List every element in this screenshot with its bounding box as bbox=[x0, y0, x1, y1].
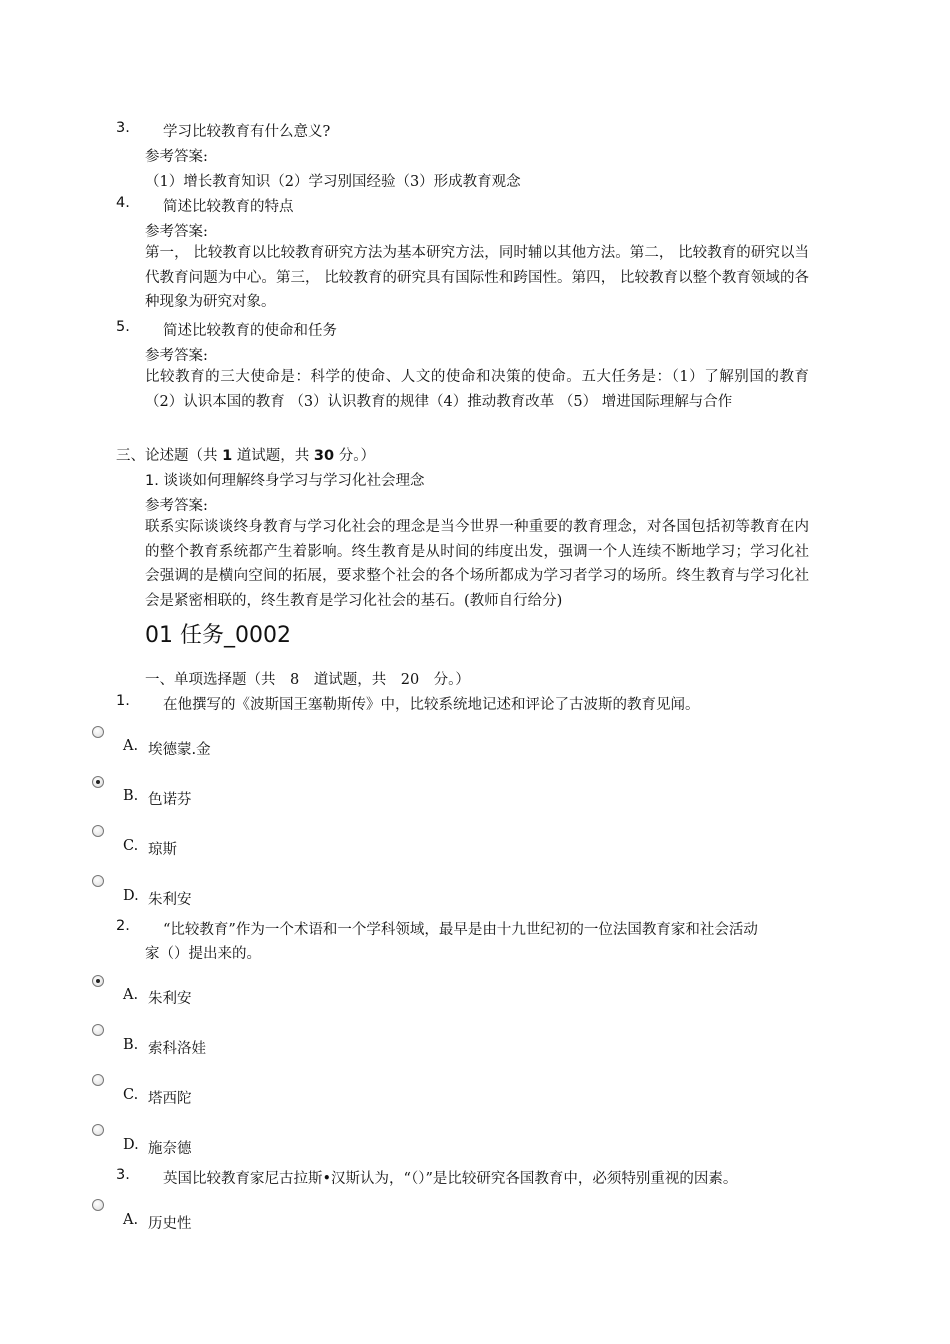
question-text-continued: 家（）提出来的。 bbox=[145, 946, 261, 962]
option-text: 朱利安 bbox=[148, 991, 192, 1007]
question-number: 3. bbox=[116, 1167, 130, 1183]
option-letter: D. bbox=[123, 1137, 139, 1153]
section-heading: 一、单项选择题（共 8 道试题，共 20 分。） bbox=[145, 672, 470, 688]
option-text: 埃德蒙.金 bbox=[148, 742, 211, 758]
option-letter: A. bbox=[123, 738, 139, 754]
radio-option-a[interactable] bbox=[92, 975, 104, 987]
option-text: 历史性 bbox=[148, 1216, 192, 1232]
option-letter: B. bbox=[123, 788, 139, 804]
option-letter: A. bbox=[123, 987, 139, 1003]
radio-option-a[interactable] bbox=[92, 1199, 104, 1211]
essay-question: 1. 谈谈如何理解终身学习与学习化社会理念 bbox=[145, 473, 425, 489]
essay-heading: 三、论述题（共 1 道试题，共 30 分。） bbox=[116, 448, 375, 464]
answer-label: 参考答案: bbox=[145, 348, 208, 364]
question-number: 3. bbox=[116, 120, 130, 136]
answer-text: 联系实际谈谈终身教育与学习化社会的理念是当今世界一种重要的教育理念，对各国包括初等教育在内的整个教育系统都产生着影响。终生教育是从时间的纬度出发，强调一个人连续不断地学习；学习化社会强调的是横向空间的拓展，要求整个社会的各个场所都成为学习者学习的场所。终生教育与学习化社会是紧密相联的，终生教育是学习化社会的基石。(教师自行给分) bbox=[145, 519, 809, 609]
option-text: 琼斯 bbox=[148, 842, 177, 858]
answer-text: （1）增长教育知识（2）学习别国经验（3）形成教育观念 bbox=[145, 174, 521, 190]
radio-option-b[interactable] bbox=[92, 1024, 104, 1036]
radio-option-c[interactable] bbox=[92, 825, 104, 837]
answer-text: 第一， 比较教育以比较教育研究方法为基本研究方法，同时辅以其他方法。第二， 比较教育的研究以当代教育问题为中心。第三， 比较教育的研究具有国际性和跨国性。第四， 比较教育以整个教育领域的各种现象为研究对象。 bbox=[145, 245, 809, 311]
answer-label: 参考答案: bbox=[145, 149, 208, 165]
question-text: “比较教育”作为一个术语和一个学科领域，最早是由十九世纪初的一位法国教育家和社会活动 bbox=[163, 922, 758, 938]
option-text: 施奈德 bbox=[148, 1141, 192, 1157]
radio-option-d[interactable] bbox=[92, 1124, 104, 1136]
answer-text: 比较教育的三大使命是：科学的使命、人文的使命和决策的使命。五大任务是：（1）了解别国的教育 （2）认识本国的教育 （3）认识教育的规律（4）推动教育改革 （5） 增进国际理解与合作 bbox=[145, 369, 809, 410]
option-text: 索科洛娃 bbox=[148, 1041, 206, 1057]
answer-label: 参考答案: bbox=[145, 224, 208, 240]
option-letter: B. bbox=[123, 1037, 139, 1053]
task-title: 01 任务_0002 bbox=[145, 623, 291, 648]
question-number: 4. bbox=[116, 195, 130, 211]
question-number: 5. bbox=[116, 319, 130, 335]
option-letter: D. bbox=[123, 888, 139, 904]
radio-option-c[interactable] bbox=[92, 1074, 104, 1086]
radio-option-b[interactable] bbox=[92, 776, 104, 788]
question-text: 学习比较教育有什么意义? bbox=[163, 124, 331, 140]
option-letter: C. bbox=[123, 1087, 139, 1103]
radio-option-d[interactable] bbox=[92, 875, 104, 887]
option-letter: A. bbox=[123, 1212, 139, 1228]
question-text: 在他撰写的《波斯国王塞勒斯传》中，比较系统地记述和评论了古波斯的教育见闻。 bbox=[163, 697, 700, 713]
answer-label: 参考答案: bbox=[145, 498, 208, 514]
option-text: 色诺芬 bbox=[148, 792, 192, 808]
question-text: 英国比较教育家尼古拉斯•汉斯认为，“（）”是比较研究各国教育中，必须特别重视的因素。 bbox=[163, 1171, 738, 1187]
option-letter: C. bbox=[123, 838, 139, 854]
question-number: 1. bbox=[116, 693, 130, 709]
question-number: 2. bbox=[116, 918, 130, 934]
question-text: 简述比较教育的特点 bbox=[163, 199, 294, 215]
option-text: 塔西陀 bbox=[148, 1091, 192, 1107]
option-text: 朱利安 bbox=[148, 892, 192, 908]
radio-option-a[interactable] bbox=[92, 726, 104, 738]
question-text: 简述比较教育的使命和任务 bbox=[163, 323, 337, 339]
